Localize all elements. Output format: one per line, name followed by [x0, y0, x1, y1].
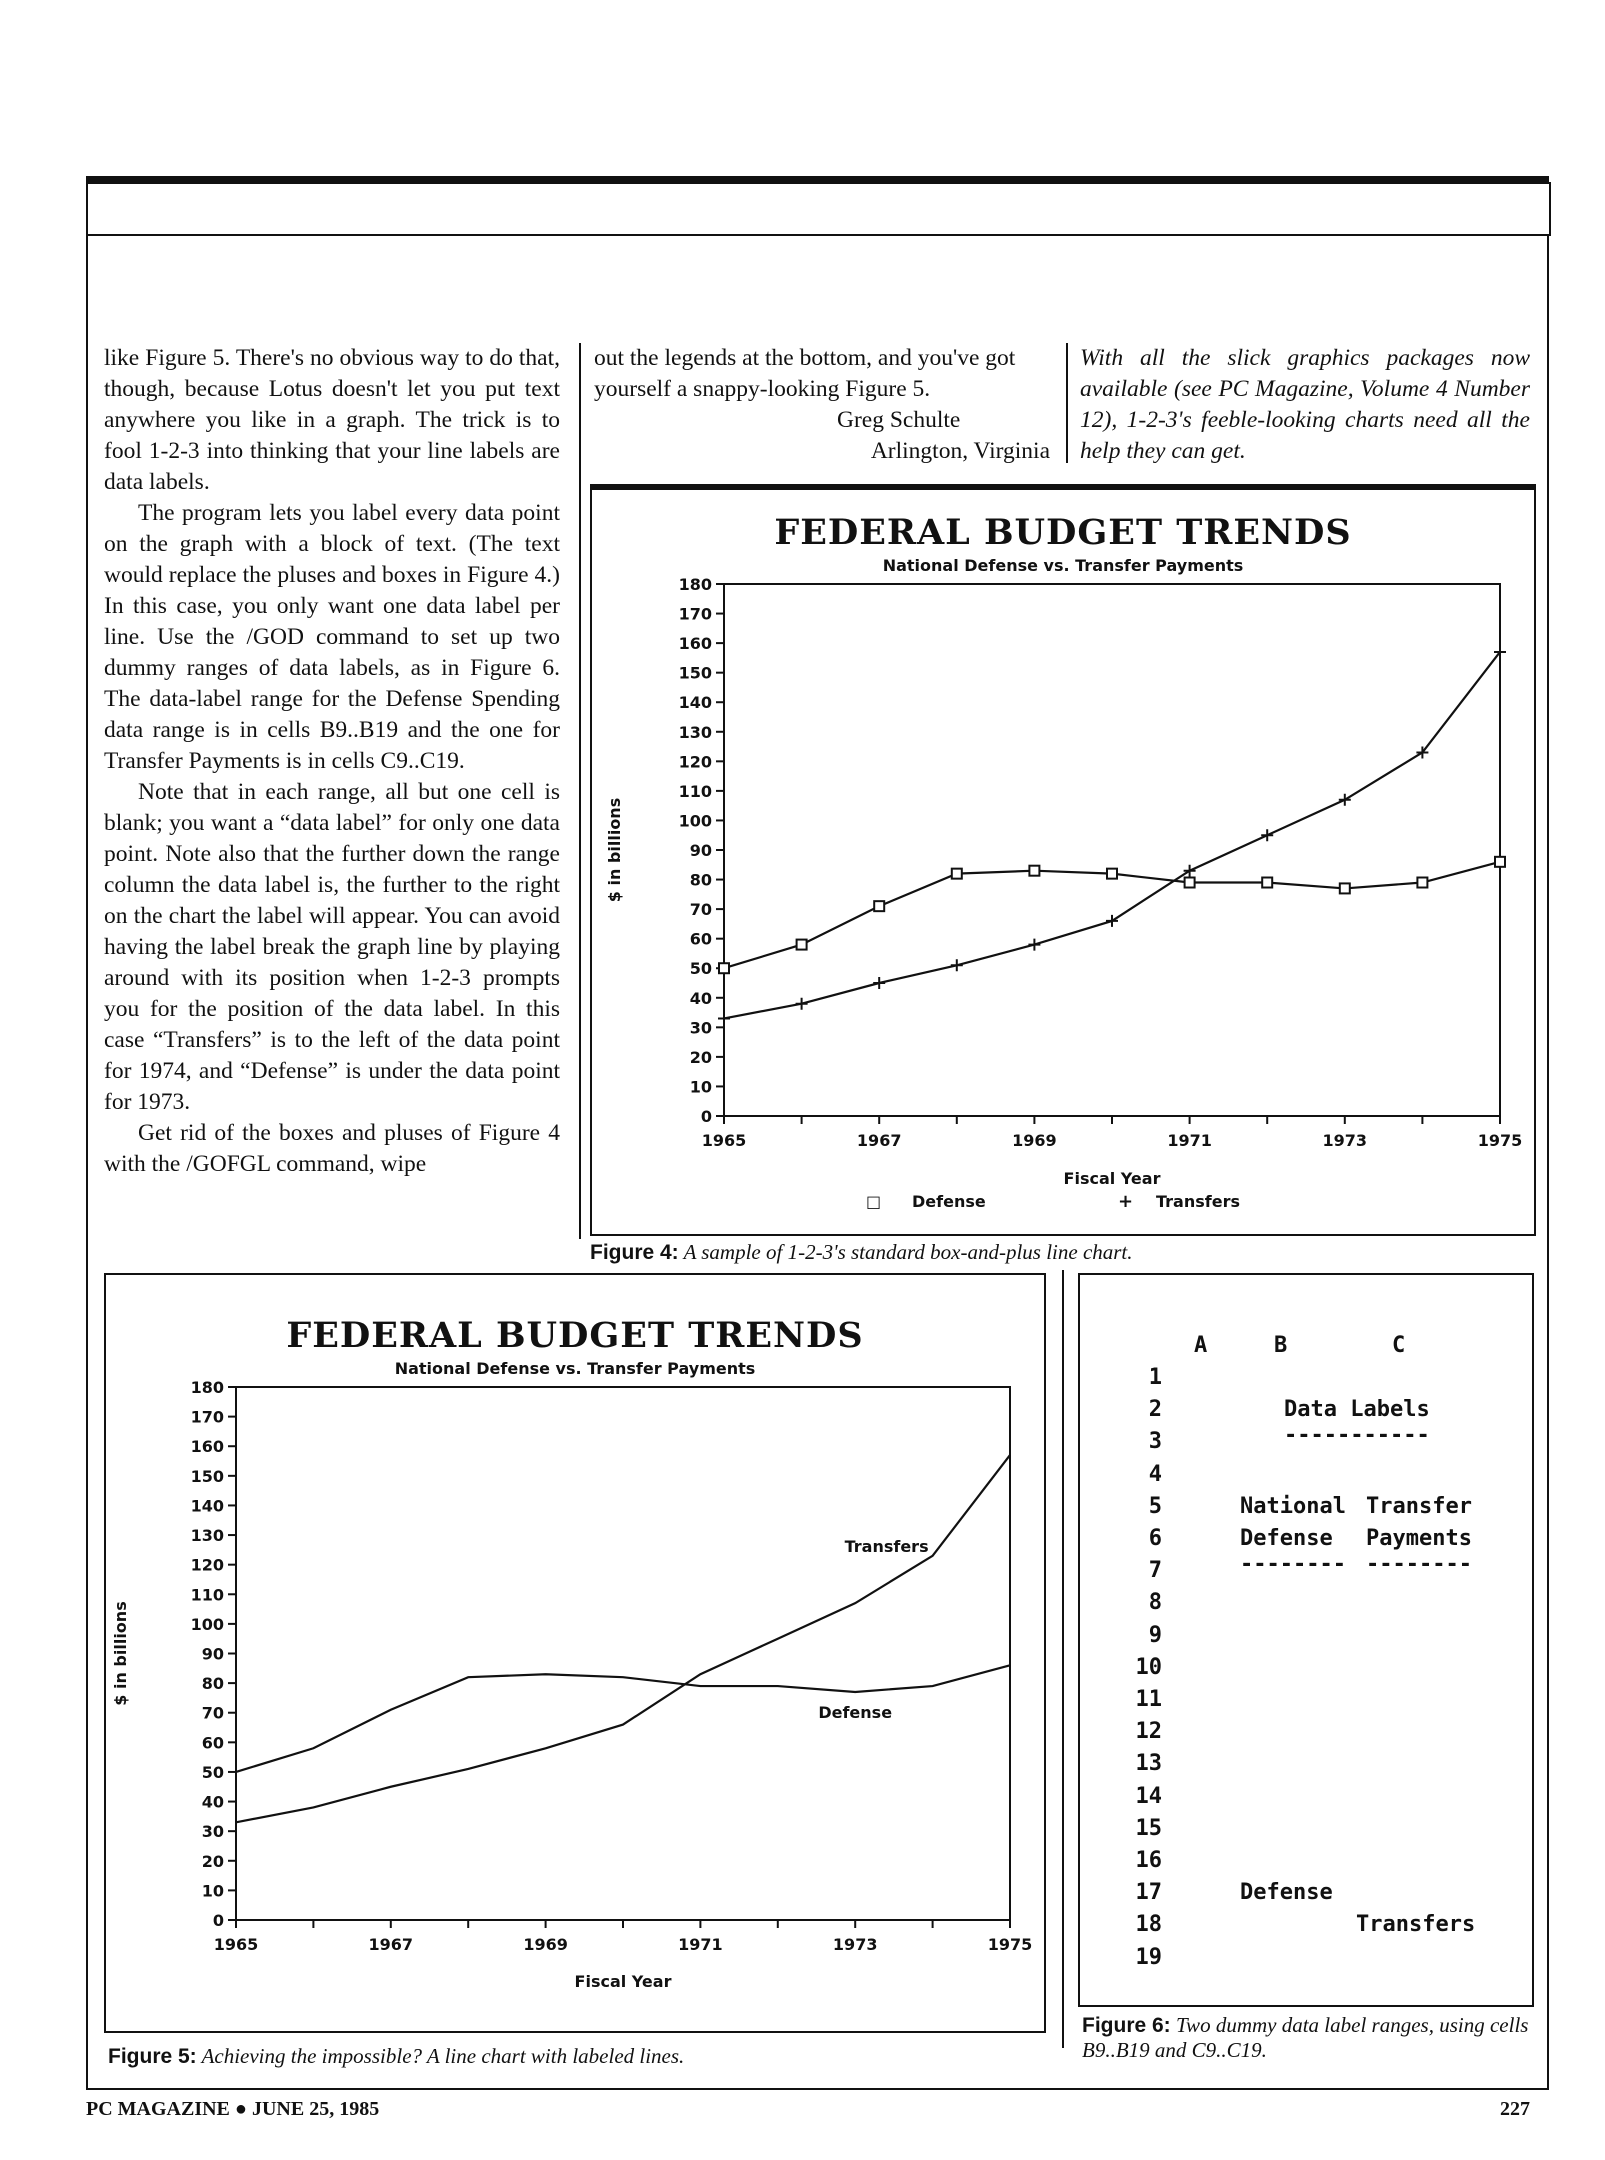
- y-tick-label: 0: [700, 1107, 712, 1126]
- legend-defense-symbol: □: [866, 1192, 882, 1211]
- figure5-caption-text: Achieving the impossible? A line chart with labeled lines.: [201, 2044, 685, 2068]
- footer-magazine: PC MAGAZINE ● JUNE 25, 1985: [86, 2098, 380, 2120]
- x-tick-label: 1975: [987, 1935, 1033, 1954]
- header-box: [86, 182, 1551, 236]
- figure6-caption-text: Two dummy data label ranges, using cells B9..B19 and C9..C19.: [1082, 2013, 1529, 2062]
- y-tick-label: 170: [190, 1407, 224, 1427]
- row-number-10: 10: [1135, 1654, 1162, 1680]
- data-point-box: [1495, 857, 1505, 867]
- row-number-2: 2: [1148, 1397, 1162, 1423]
- data-point-plus: [1106, 915, 1118, 927]
- figure5-caption: [108, 2044, 1038, 2069]
- data-point-box: [1340, 883, 1350, 893]
- figure4-chart: [592, 490, 1534, 1234]
- y-tick-label: 80: [689, 870, 712, 890]
- x-axis-label: Fiscal Year: [574, 1972, 672, 1991]
- x-axis-label: Fiscal Year: [1063, 1169, 1161, 1188]
- y-tick-label: 50: [201, 1762, 224, 1782]
- column-header-a: A: [1194, 1333, 1208, 1358]
- y-tick-label: 10: [689, 1077, 712, 1097]
- figure4-title: FEDERAL BUDGET TRENDS: [774, 512, 1352, 553]
- col1-paragraph-3: Note that in each range, all but one cell is blank; you want a “data label” for only one data point. Note also that the further down the range column the data label is, the further to the right on the chart the label will appear. You can avoid having the label break the graph line by playing around with its position when 1-2-3 prompts you for the position of the data label. In this case “Transfers” is to the left of the data point for 1974, and “Defense” is under the data point for 1973.: [104, 779, 560, 1115]
- y-tick-label: 110: [190, 1585, 224, 1605]
- series-line-defense: [236, 1665, 1010, 1772]
- y-tick-label: 70: [689, 900, 712, 920]
- cell-c5: Transfer: [1366, 1493, 1472, 1519]
- data-point-box: [952, 869, 962, 879]
- figure6-caption-label: Figure 6:: [1082, 2014, 1171, 2037]
- y-tick-label: 60: [201, 1733, 224, 1753]
- data-point-box: [1185, 878, 1195, 888]
- figure4-caption: [590, 1240, 1536, 1265]
- y-axis-label: $ in billions: [111, 1601, 130, 1706]
- y-tick-label: 30: [201, 1822, 224, 1842]
- y-tick-label: 150: [190, 1466, 224, 1486]
- cell-c7: --------: [1366, 1552, 1472, 1578]
- data-point-plus: [873, 977, 885, 989]
- data-point-box: [1417, 878, 1427, 888]
- cell-b6: Defense: [1240, 1526, 1333, 1551]
- row-number-8: 8: [1148, 1590, 1162, 1616]
- y-tick-label: 90: [201, 1644, 224, 1664]
- y-tick-label: 140: [190, 1496, 224, 1516]
- row-number-1: 1: [1148, 1365, 1162, 1390]
- y-tick-label: 20: [201, 1851, 224, 1871]
- figure5-box: [104, 1273, 1046, 2033]
- cell-c6: Payments: [1366, 1526, 1472, 1551]
- cell-b5: National: [1240, 1493, 1346, 1519]
- y-tick-label: 50: [689, 959, 712, 979]
- row-number-4: 4: [1148, 1461, 1162, 1487]
- plot-frame: [724, 584, 1500, 1116]
- x-tick-label: 1965: [701, 1131, 747, 1150]
- data-point-plus: [1184, 865, 1196, 877]
- y-tick-label: 120: [678, 752, 712, 772]
- data-point-box: [1029, 866, 1039, 876]
- column-header-c: C: [1392, 1333, 1406, 1358]
- y-tick-label: 160: [678, 634, 712, 654]
- figure5-chart: [106, 1275, 1044, 2031]
- y-tick-label: 170: [678, 604, 712, 624]
- y-tick-label: 40: [201, 1792, 224, 1812]
- plot-frame: [236, 1387, 1010, 1920]
- column-rule-2: [1066, 343, 1068, 463]
- y-tick-label: 100: [678, 811, 712, 831]
- figure6-spreadsheet: [1078, 1273, 1534, 2007]
- figure5-caption-label: Figure 5:: [108, 2045, 197, 2068]
- legend-defense: Defense: [912, 1192, 986, 1211]
- x-tick-label: 1967: [856, 1131, 902, 1150]
- row-number-3: 3: [1148, 1429, 1162, 1455]
- x-tick-label: 1973: [832, 1935, 878, 1954]
- column-rule-1: [579, 343, 581, 1239]
- legend-transfers: Transfers: [1156, 1192, 1240, 1211]
- y-tick-label: 40: [689, 988, 712, 1008]
- y-tick-label: 130: [190, 1526, 224, 1546]
- article-column-1: [104, 343, 560, 1180]
- frame-right: [1547, 234, 1549, 2090]
- data-point-plus: [796, 998, 808, 1010]
- col1-paragraph-4: Get rid of the boxes and pluses of Figure 4 with the /GOFGL command, wipe: [104, 1120, 560, 1177]
- y-tick-label: 120: [190, 1555, 224, 1575]
- row-number-5: 5: [1148, 1493, 1162, 1519]
- data-point-box: [1262, 878, 1272, 888]
- data-point-box: [719, 963, 729, 973]
- y-tick-label: 180: [190, 1378, 224, 1397]
- data-point-plus: [951, 959, 963, 971]
- page-number: 227: [1500, 2098, 1530, 2120]
- line-label-defense: Defense: [818, 1702, 893, 1722]
- x-tick-label: 1971: [1167, 1131, 1212, 1150]
- frame-bottom: [86, 2088, 1549, 2090]
- row-number-7: 7: [1148, 1558, 1162, 1584]
- data-point-plus: [718, 1012, 730, 1024]
- x-tick-label: 1965: [213, 1935, 259, 1954]
- data-point-plus: [1028, 939, 1040, 951]
- col1-paragraph-2: The program lets you label every data point on the graph with a block of text. (The text would replace the pluses and boxes in Figure 4.) In this case, you only want one data label per line. Use the /GOD command to set up two dummy ranges of data labels, as in Figure 6. The data-label range for the Defense Spending data range is in cells B9..B19 and the one for Transfer Payments is in cells C9..C19.: [104, 500, 560, 774]
- figure4-box: [590, 488, 1536, 1236]
- y-tick-label: 70: [201, 1703, 224, 1723]
- y-tick-label: 10: [201, 1881, 224, 1901]
- column-header-b: B: [1274, 1333, 1288, 1358]
- data-point-box: [1107, 869, 1117, 879]
- x-tick-label: 1967: [368, 1935, 414, 1954]
- row-number-16: 16: [1135, 1848, 1162, 1873]
- y-tick-label: 180: [678, 575, 712, 594]
- series-line-transfers: [236, 1455, 1010, 1822]
- figure5-subtitle: National Defense vs. Transfer Payments: [394, 1359, 756, 1378]
- row-number-9: 9: [1148, 1622, 1162, 1648]
- data-labels-title-rule: -----------: [1284, 1423, 1430, 1449]
- editor-note: [1080, 343, 1530, 467]
- figure4-subtitle: National Defense vs. Transfer Payments: [882, 556, 1244, 575]
- x-tick-label: 1969: [1012, 1131, 1057, 1150]
- data-point-box: [874, 901, 884, 911]
- article-column-2: [594, 343, 1050, 467]
- signature-name: Greg Schulte: [837, 407, 961, 433]
- legend-transfers-symbol: +: [1118, 1191, 1134, 1212]
- cell-b7: --------: [1240, 1552, 1346, 1578]
- frame-left: [86, 234, 88, 2090]
- data-point-box: [797, 940, 807, 950]
- x-tick-label: 1973: [1322, 1131, 1368, 1150]
- line-label-transfers: Transfers: [844, 1536, 929, 1556]
- col2-paragraph: out the legends at the bottom, and you've got yourself a snappy-looking Figure 5.: [594, 345, 1016, 402]
- y-axis-label: $ in billions: [605, 797, 624, 903]
- x-tick-label: 1969: [523, 1935, 568, 1954]
- x-tick-label: 1971: [678, 1935, 723, 1954]
- y-tick-label: 110: [678, 781, 712, 801]
- y-tick-label: 0: [212, 1911, 224, 1930]
- figure4-caption-label: Figure 4:: [590, 1241, 679, 1264]
- row-number-14: 14: [1135, 1783, 1162, 1809]
- x-tick-label: 1975: [1477, 1131, 1523, 1150]
- figure4-caption-text: A sample of 1-2-3's standard box-and-plus line chart.: [683, 1240, 1133, 1264]
- y-tick-label: 150: [678, 663, 712, 683]
- data-point-plus: [1261, 829, 1273, 841]
- figure5-title: FEDERAL BUDGET TRENDS: [286, 1315, 864, 1356]
- editor-note-text: With all the slick graphics packages now available (see PC Magazine, Volume 4 Number 12), 1-2-3's feeble-looking charts need all the help they can get.: [1080, 345, 1530, 464]
- series-line-transfers: [724, 652, 1500, 1018]
- column-rule-3: [1062, 1270, 1064, 2048]
- y-tick-label: 60: [689, 929, 712, 949]
- y-tick-label: 140: [678, 693, 712, 713]
- y-tick-label: 30: [689, 1018, 712, 1038]
- data-labels-title: Data Labels: [1284, 1397, 1430, 1423]
- row-number-12: 12: [1135, 1719, 1162, 1745]
- row-number-6: 6: [1148, 1526, 1162, 1551]
- y-tick-label: 90: [689, 841, 712, 860]
- cell-b17: Defense: [1240, 1880, 1333, 1906]
- y-tick-label: 100: [190, 1614, 224, 1634]
- data-point-plus: [1339, 794, 1351, 806]
- row-number-11: 11: [1135, 1687, 1162, 1712]
- row-number-19: 19: [1135, 1944, 1162, 1970]
- y-tick-label: 160: [190, 1437, 224, 1457]
- y-tick-label: 80: [201, 1674, 224, 1694]
- row-number-18: 18: [1135, 1912, 1162, 1938]
- cell-c18: Transfers: [1356, 1912, 1476, 1938]
- row-number-15: 15: [1135, 1815, 1162, 1841]
- row-number-17: 17: [1135, 1880, 1162, 1906]
- y-tick-label: 130: [678, 722, 712, 742]
- row-number-13: 13: [1135, 1751, 1162, 1777]
- figure6-caption: [1082, 2013, 1534, 2063]
- y-tick-label: 20: [689, 1047, 712, 1067]
- col1-paragraph-1: like Figure 5. There's no obvious way to do that, though, because Lotus doesn't let you put text anywhere you like in a graph. The trick is to fool 1-2-3 into thinking that your line labels are data labels.: [104, 345, 560, 495]
- signature-place: Arlington, Virginia: [870, 438, 1050, 464]
